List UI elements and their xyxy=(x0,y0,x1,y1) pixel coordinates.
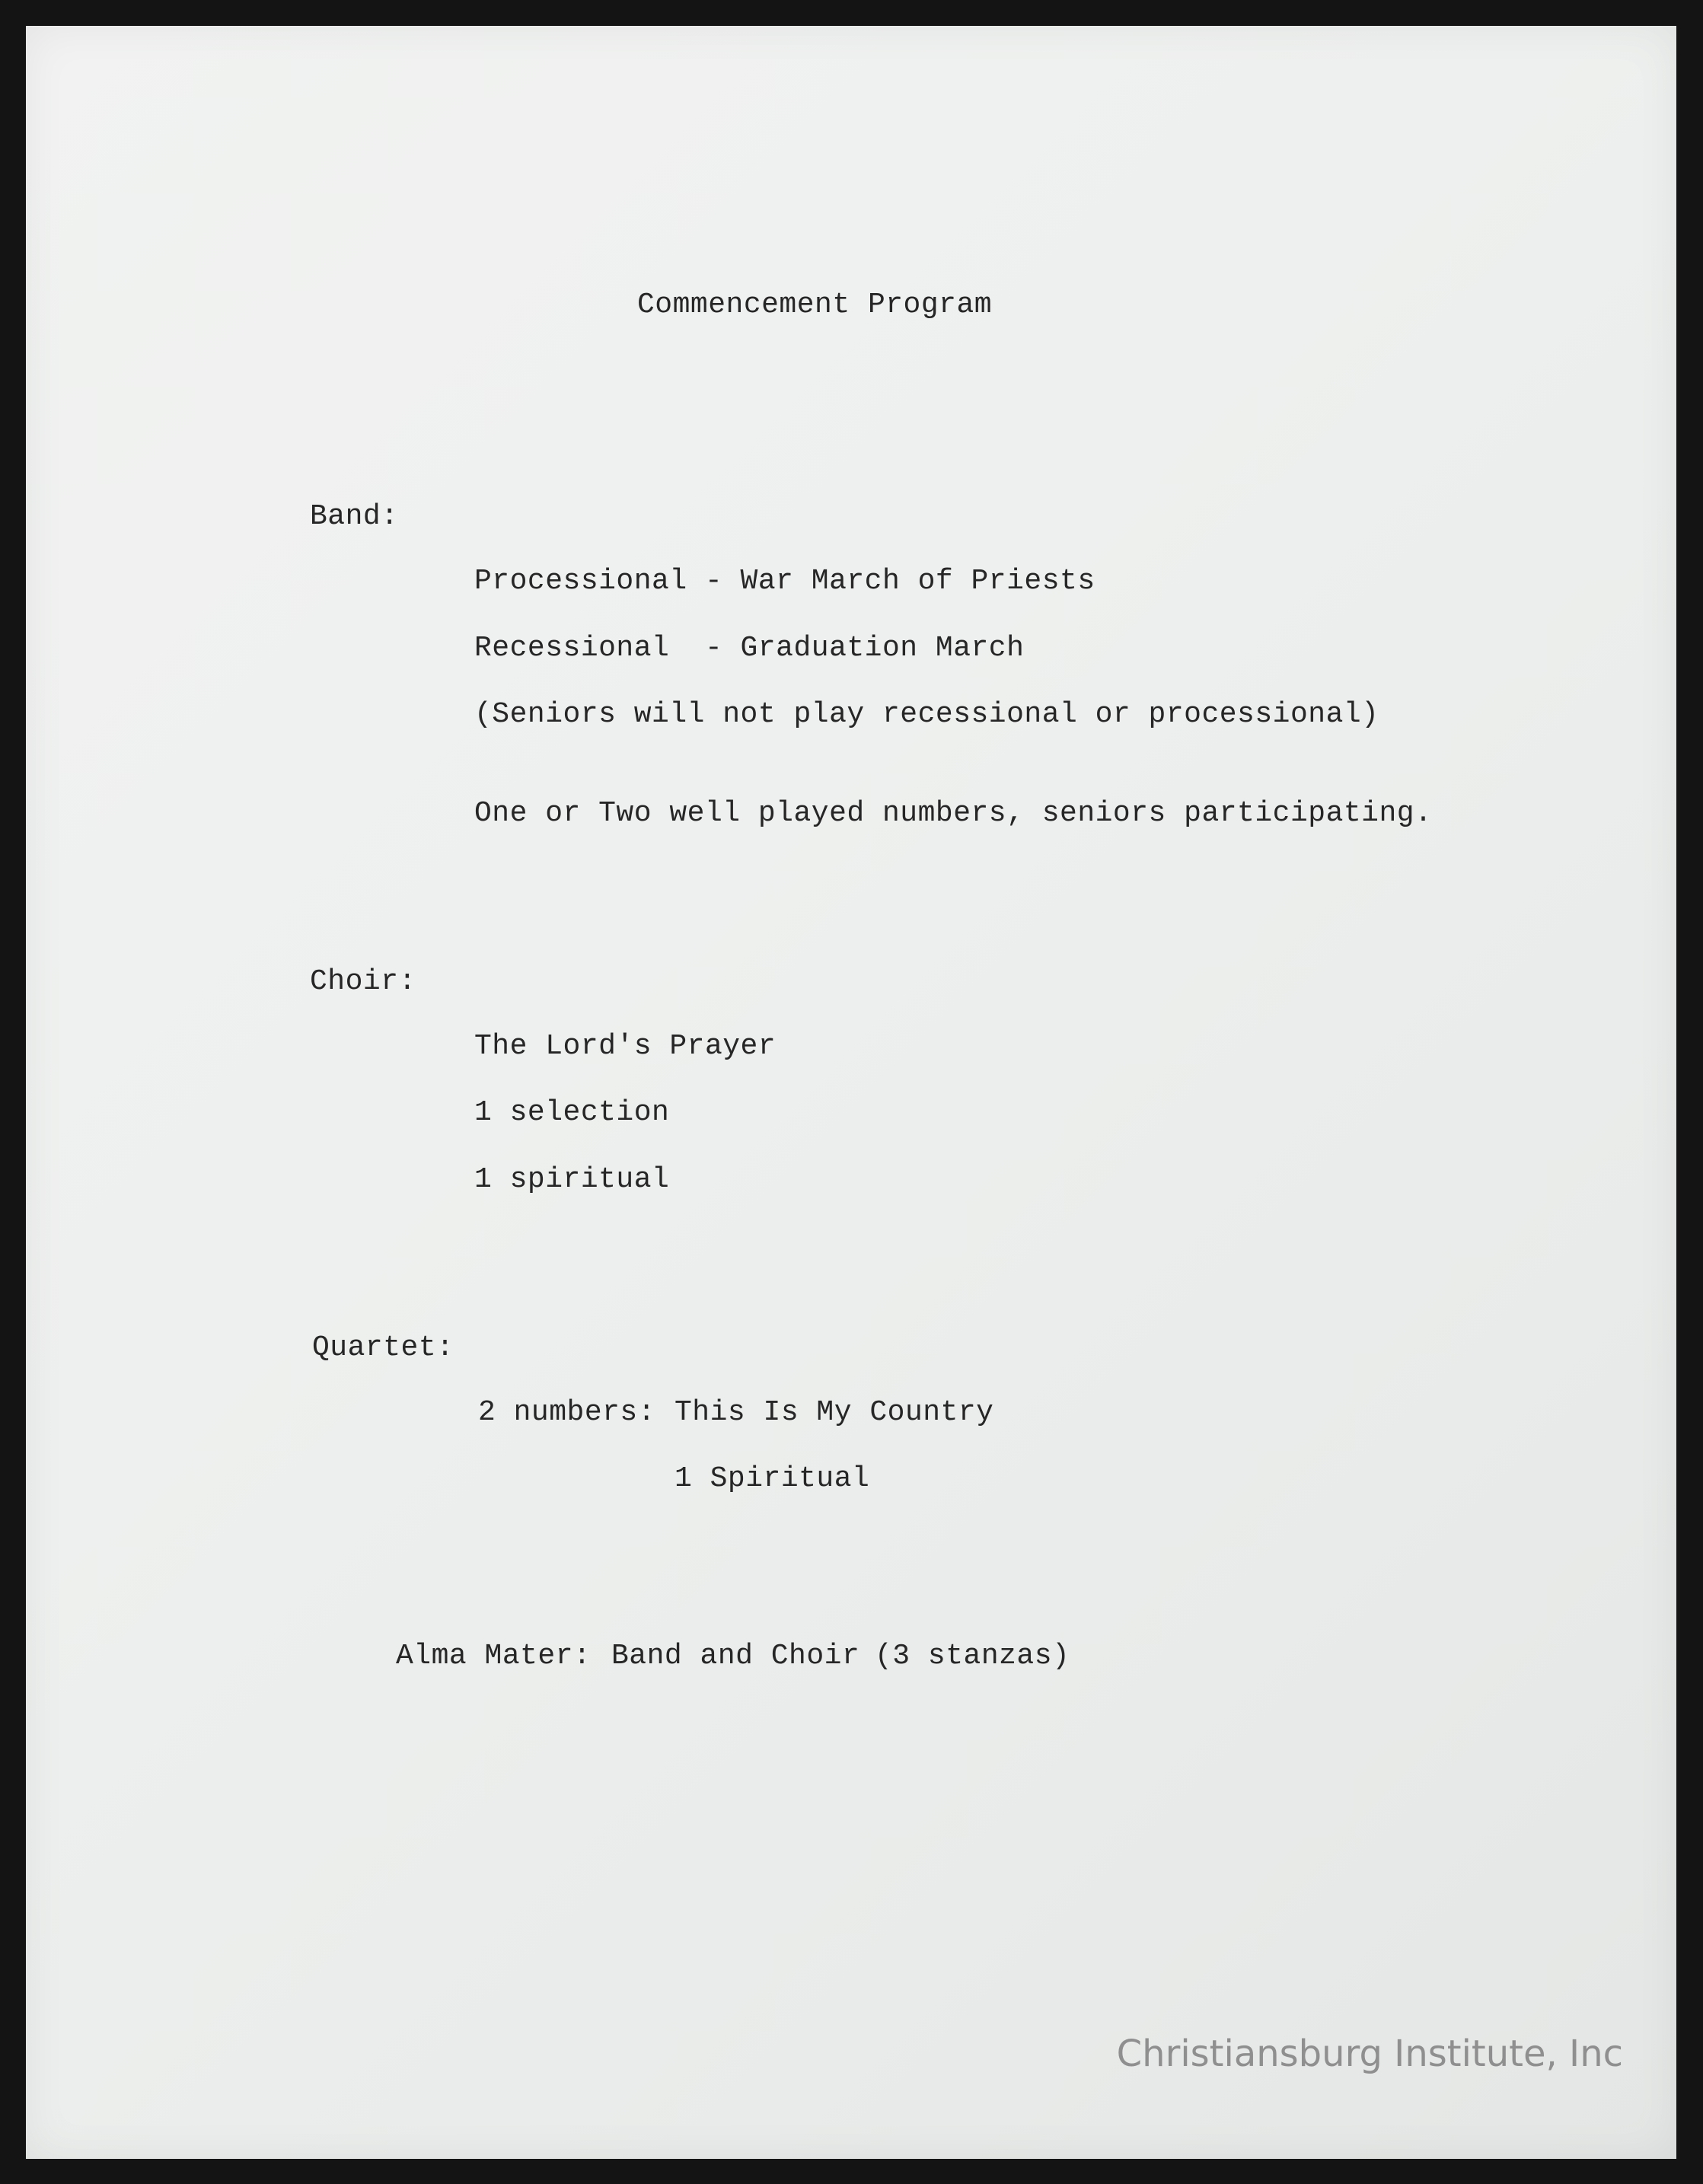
choir-lords-prayer: The Lord's Prayer xyxy=(474,1030,777,1063)
quartet-this-is-my-country: This Is My Country xyxy=(675,1396,994,1429)
choir-heading: Choir: xyxy=(310,965,416,998)
document-title: Commencement Program xyxy=(637,289,993,321)
band-processional: Processional - War March of Priests xyxy=(474,565,1095,598)
alma-mater-label: Alma Mater: xyxy=(396,1640,592,1672)
band-heading: Band: xyxy=(310,500,399,533)
quartet-numbers-label: 2 numbers: xyxy=(478,1396,656,1429)
band-seniors-note: (Seniors will not play recessional or processional) xyxy=(474,698,1379,731)
choir-spiritual: 1 spiritual xyxy=(474,1163,670,1196)
document-page xyxy=(26,26,1676,2159)
alma-mater-performers: Band and Choir xyxy=(611,1640,860,1672)
quartet-heading: Quartet: xyxy=(312,1331,454,1364)
quartet-spiritual: 1 Spiritual xyxy=(675,1462,870,1495)
band-recessional: Recessional - Graduation March xyxy=(474,632,1025,665)
choir-selection: 1 selection xyxy=(474,1096,670,1129)
watermark-text: Christiansburg Institute, Inc xyxy=(1116,2033,1623,2075)
alma-mater-stanzas: (3 stanzas) xyxy=(875,1640,1070,1672)
band-numbers-note: One or Two well played numbers, seniors participating. xyxy=(474,797,1433,830)
